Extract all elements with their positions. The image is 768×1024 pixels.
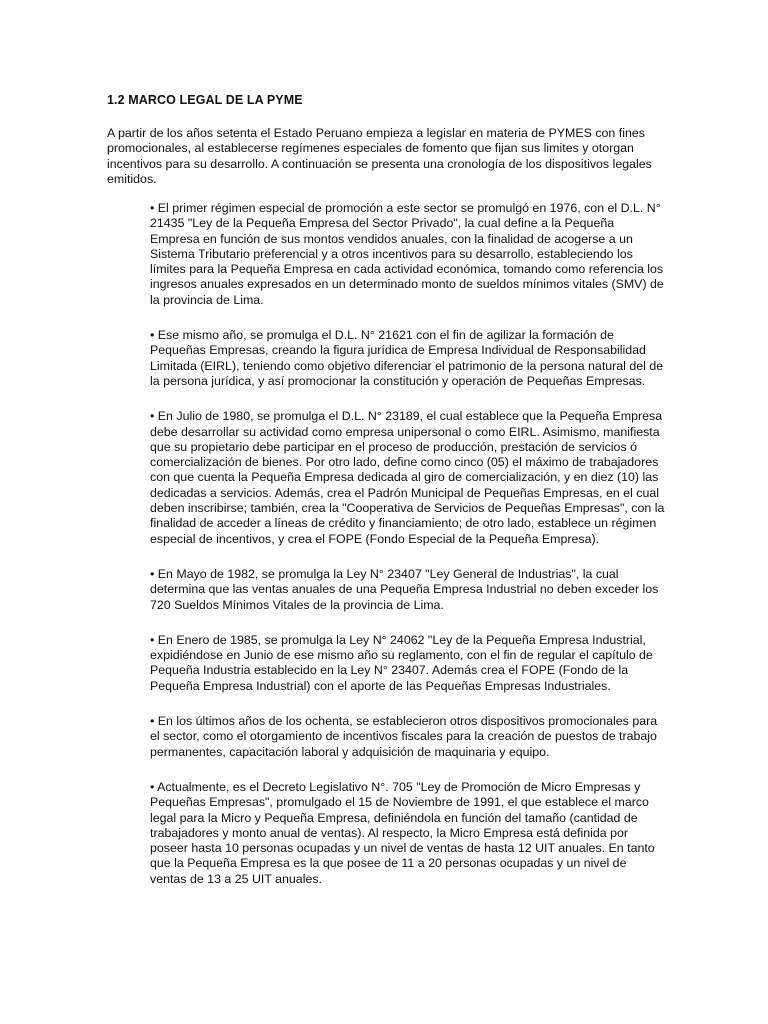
chronology-item: • En Mayo de 1982, se promulga la Ley N° 23407 "Ley General de Industrias", la cual determina que las ventas anuales de una Pequeña Empresa Industrial no deben exceder los 720 Sueldos Mínimos Vitales de la provincia de Lima. (150, 566, 659, 612)
section-title: 1.2 MARCO LEGAL DE LA PYME (107, 93, 303, 107)
chronology-item: • En Julio de 1980, se promulga el D.L. N° 23189, el cual establece que la Pequeña Empresa debe desarrollar su actividad como empresa unipersonal o como EIRL. Asimismo, manifiesta que su propietario debe participar en el proceso de producción, prestación de servicios ó comercialización de bienes. Por otro lado, define como cinco (05) el máximo de trabajadores con que cuenta la Pequeña Empresa dedicada al giro de comercialización, y en diez (10) las dedicadas a servicios. Además, crea el Padrón Municipal de Pequeñas Empresas, en el cual deben inscribirse; también, crea la "Cooperativa de Servicios de Pequeñas Empresas", con la finalidad de acceder a líneas de crédito y financiamiento; de otro lado, establece un régimen especial de incentivos, y crea el FOPE (Fondo Especial de la Pequeña Empresa). (150, 409, 665, 546)
chronology-item: • El primer régimen especial de promoción a este sector se promulgó en 1976, con el D.L. N° 21435 "Ley de la Pequeña Empresa del Sector Privado", la cual define a la Pequeña Empresa en función de sus montos vendidos anuales, con la finalidad de acogerse a un Sistema Tributario preferencial y a otros incentivos para su desarrollo, estableciendo los límites para la Pequeña Empresa en cada actividad económica, tomando como referencia los ingresos anuales expresados en un determinado monto de sueldos mínimos vitales (SMV) de la provincia de Lima. (150, 201, 664, 307)
chronology-item: • Ese mismo año, se promulga el D.L. N° 21621 con el fin de agilizar la formación de Pequeñas Empresas, creando la figura jurídica de Empresa Individual de Responsabilidad Limitada (EIRL), teniendo como objetivo diferenciar el patrimonio de la persona natural del de la persona jurídica, y así promocionar la constitución y operación de Pequeñas Empresas. (150, 328, 664, 388)
chronology-item: • En Enero de 1985, se promulga la Ley N° 24062 "Ley de la Pequeña Empresa Industrial, expidiéndose en Junio de ese mismo año su reglamento, con el fin de regular el capítulo de Pequeña Industria establecido en la Ley N° 23407. Además crea el FOPE (Fondo de la Pequeña Empresa Industrial) con el aporte de las Pequeñas Empresas Industriales. (150, 632, 653, 693)
chronology-list (150, 201, 665, 907)
chronology-item: • Actualmente, es el Decreto Legislativo N°. 705 "Ley de Promoción de Micro Empresas y Pequeñas Empresas", promulgado el 15 de Noviembre de 1991, el que establece el marco legal para la Micro y Pequeña Empresa, definiéndola en función del tamaño (cantidad de trabajadores y monto anual de ventas). Al respecto, la Micro Empresa está definida por poseer hasta 10 personas ocupadas y un nivel de ventas de hasta 12 UIT anuales. En tanto que la Pequeña Empresa es la que posee de 11 a 20 personas ocupadas y un nivel de ventas de 13 a 25 UIT anuales. (150, 779, 655, 886)
chronology-item: • En los últimos años de los ochenta, se establecieron otros dispositivos promocionales para el sector, como el otorgamiento de incentivos fiscales para la creación de puestos de trabajo permanentes, capacitación laboral y adquisición de maquinaria y equipo. (150, 714, 658, 759)
intro-paragraph: A partir de los años setenta el Estado Peruano empieza a legislar en materia de PYMES con fines promocionales, al establecerse regímenes especiales de fomento que fijan sus limites y otorgan incentivos para su desarrollo. A continuación se presenta una cronología de los dispositivos legales emitidos. (107, 126, 652, 186)
